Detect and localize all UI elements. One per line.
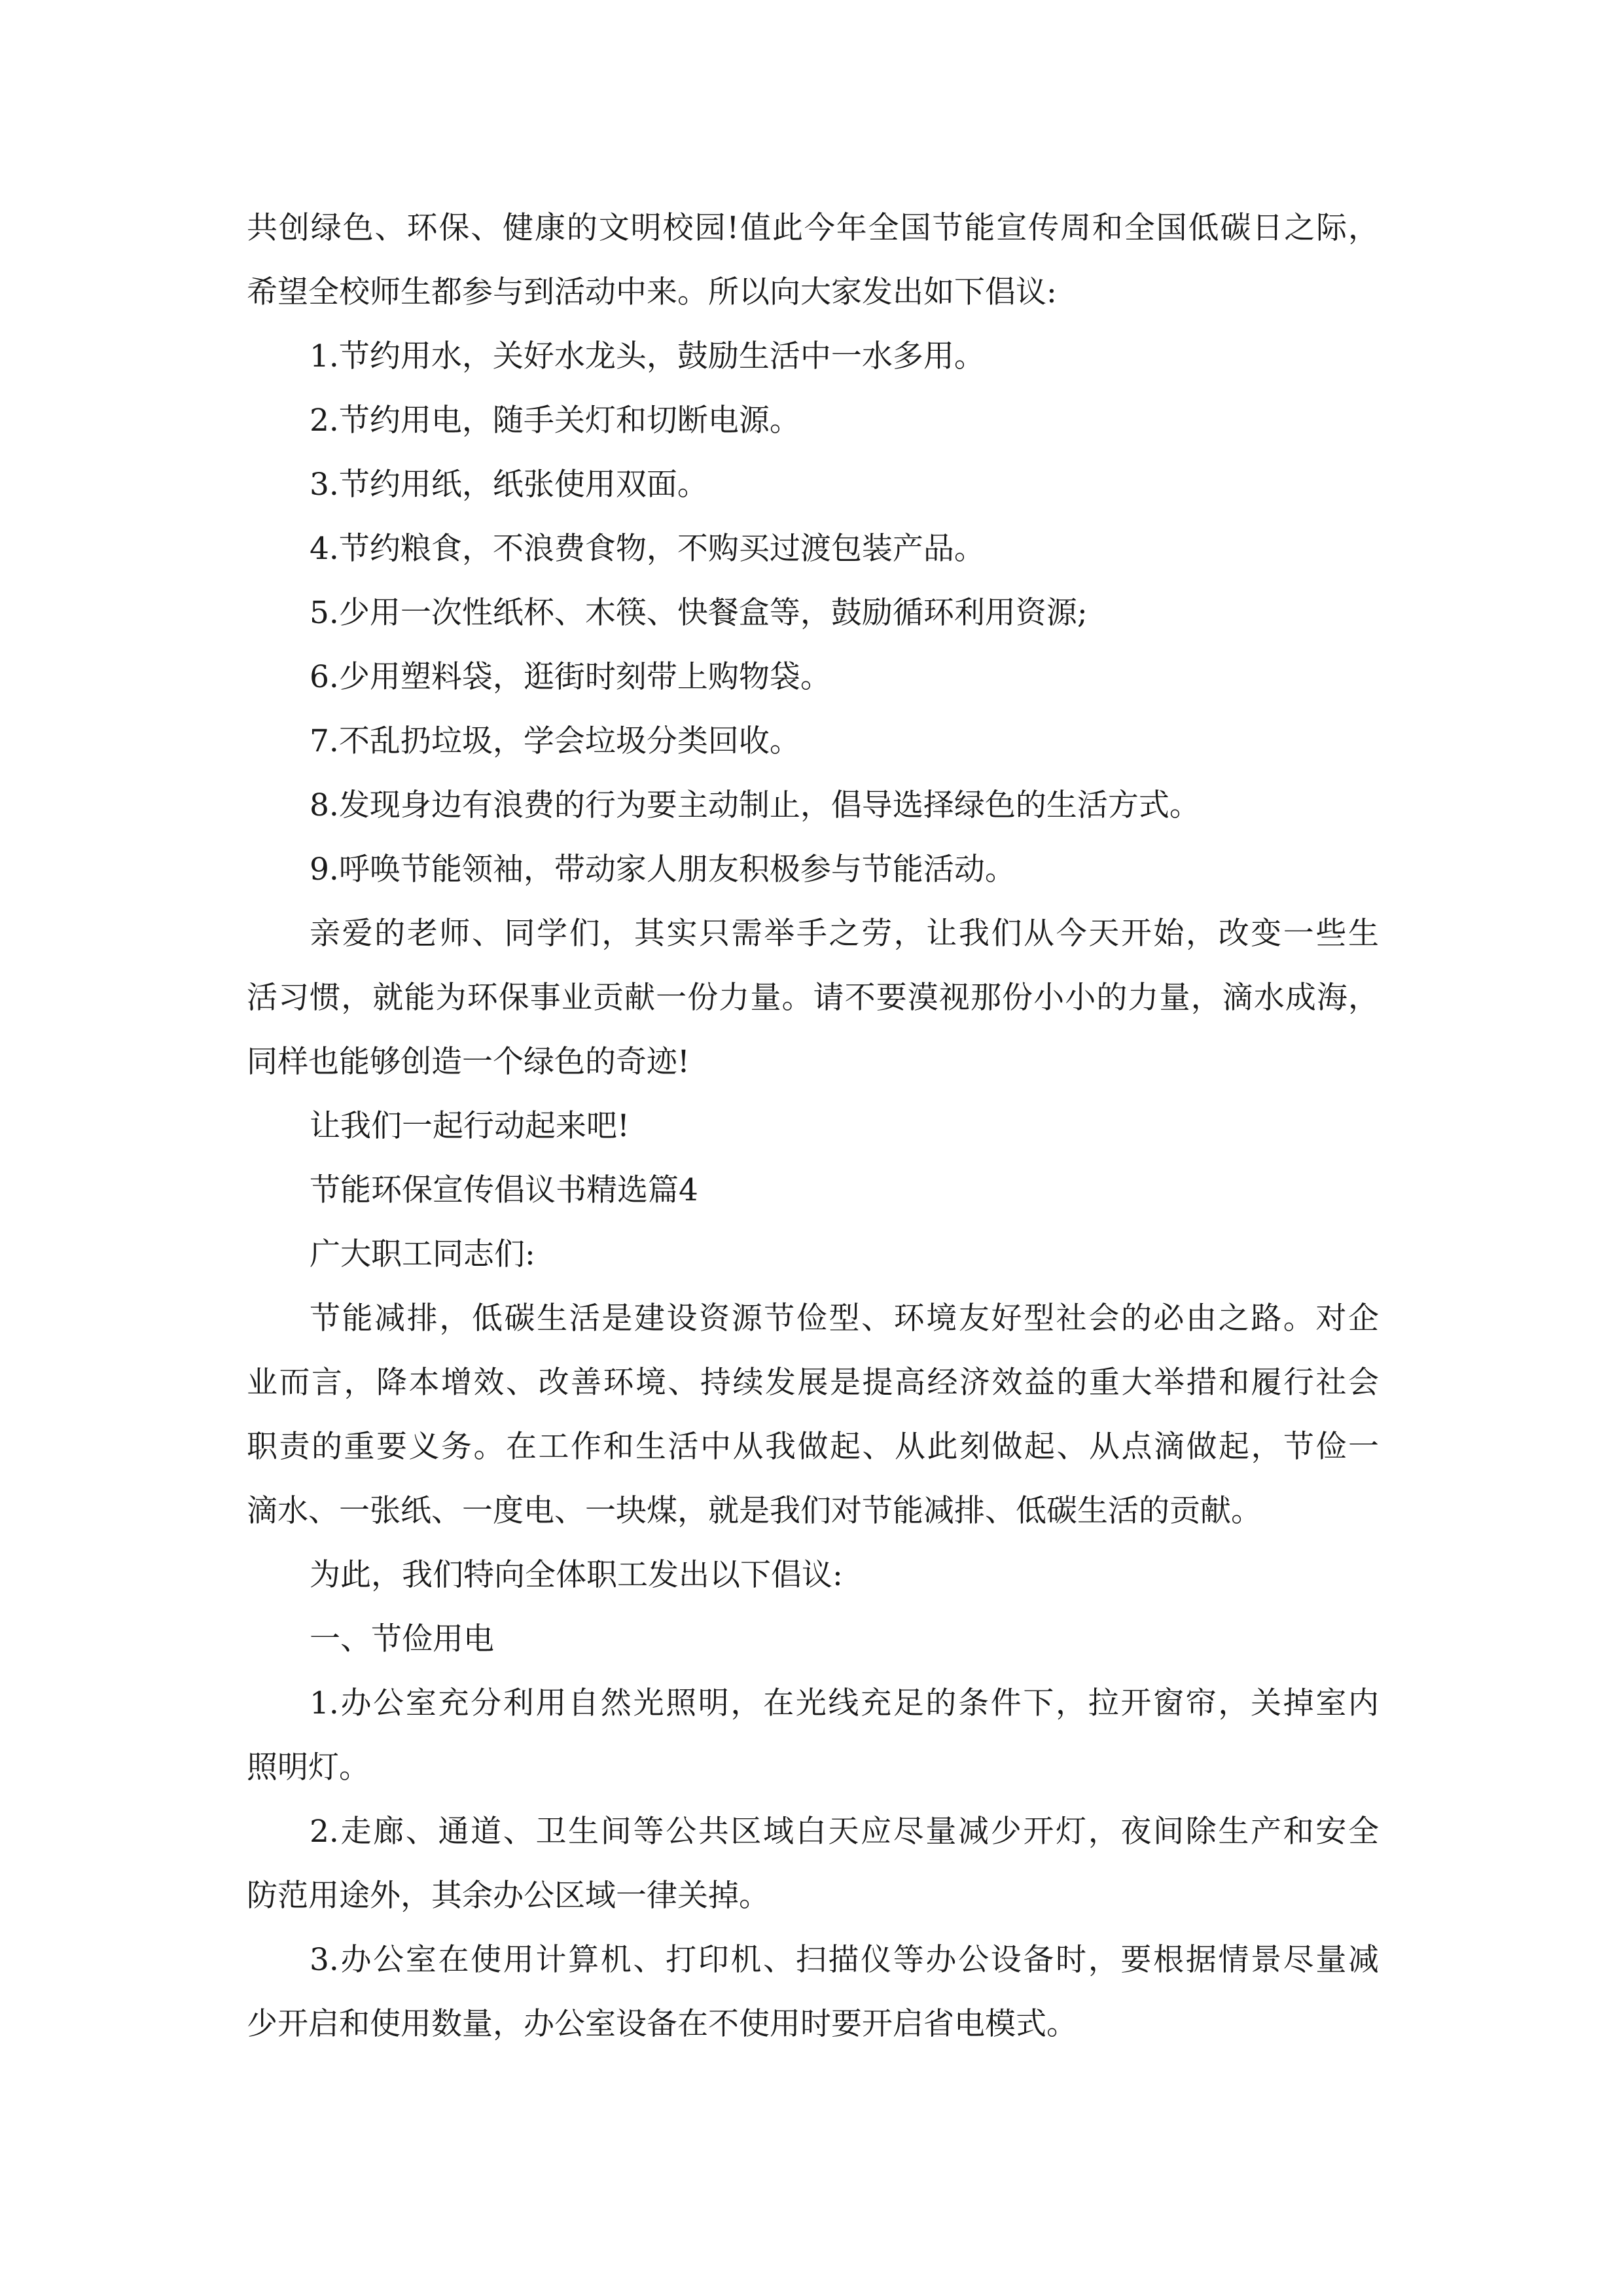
list-item: 3.办公室在使用计算机、打印机、扫描仪等办公设备时，要根据情景尽量减	[310, 1942, 1379, 1978]
subsection-heading: 一、节俭用电	[310, 1621, 494, 1657]
paragraph-line: 滴水、一张纸、一度电、一块煤，就是我们对节能减排、低碳生活的贡献。	[247, 1493, 1262, 1529]
salutation: 广大职工同志们:	[310, 1236, 535, 1272]
document-body	[247, 196, 1379, 2056]
list-item: 6.少用塑料袋，逛街时刻带上购物袋。	[310, 659, 831, 695]
paragraph-line: 职责的重要义务。在工作和生活中从我做起、从此刻做起、从点滴做起，节俭一	[247, 1429, 1379, 1465]
list-item: 1.节约用水，关好水龙头，鼓励生活中一水多用。	[310, 338, 985, 374]
paragraph-line: 业而言，降本增效、改善环境、持续发展是提高经济效益的重大举措和履行社会	[247, 1365, 1379, 1401]
list-item: 9.呼唤节能领袖，带动家人朋友积极参与节能活动。	[310, 852, 1016, 888]
list-item: 2.节约用电，随手关灯和切断电源。	[310, 403, 800, 439]
list-item: 1.办公室充分利用自然光照明，在光线充足的条件下，拉开窗帘，关掉室内	[310, 1685, 1379, 1721]
list-item-continuation: 防范用途外，其余办公区域一律关掉。	[247, 1878, 770, 1914]
paragraph-line: 同样也能够创造一个绿色的奇迹!	[247, 1044, 690, 1080]
section-heading: 节能环保宣传倡议书精选篇4	[310, 1172, 698, 1208]
paragraph-line: 让我们一起行动起来吧!	[310, 1108, 630, 1144]
paragraph-line: 共创绿色、环保、健康的文明校园!值此今年全国节能宣传周和全国低碳日之际，	[247, 210, 1379, 246]
list-item: 8.发现身边有浪费的行为要主动制止，倡导选择绿色的生活方式。	[310, 787, 1200, 823]
list-item-continuation: 少开启和使用数量，办公室设备在不使用时要开启省电模式。	[247, 2006, 1077, 2042]
paragraph-line: 亲爱的老师、同学们，其实只需举手之劳，让我们从今天开始，改变一些生	[310, 916, 1379, 952]
paragraph-line: 节能减排，低碳生活是建设资源节俭型、环境友好型社会的必由之路。对企	[310, 1300, 1379, 1336]
paragraph-line: 希望全校师生都参与到活动中来。所以向大家发出如下倡议:	[247, 274, 1057, 310]
list-item: 7.不乱扔垃圾，学会垃圾分类回收。	[310, 723, 800, 759]
list-item: 3.节约用纸，纸张使用双面。	[310, 467, 708, 503]
list-item: 5.少用一次性纸杯、木筷、快餐盒等，鼓励循环利用资源;	[310, 595, 1088, 631]
paragraph-line: 为此，我们特向全体职工发出以下倡议:	[310, 1557, 843, 1593]
list-item: 4.节约粮食，不浪费食物，不购买过渡包装产品。	[310, 531, 985, 567]
list-item-continuation: 照明灯。	[247, 1749, 370, 1785]
list-item: 2.走廊、通道、卫生间等公共区域白天应尽量减少开灯，夜间除生产和安全	[310, 1814, 1379, 1850]
paragraph-line: 活习惯，就能为环保事业贡献一份力量。请不要漠视那份小小的力量，滴水成海，	[247, 980, 1379, 1016]
